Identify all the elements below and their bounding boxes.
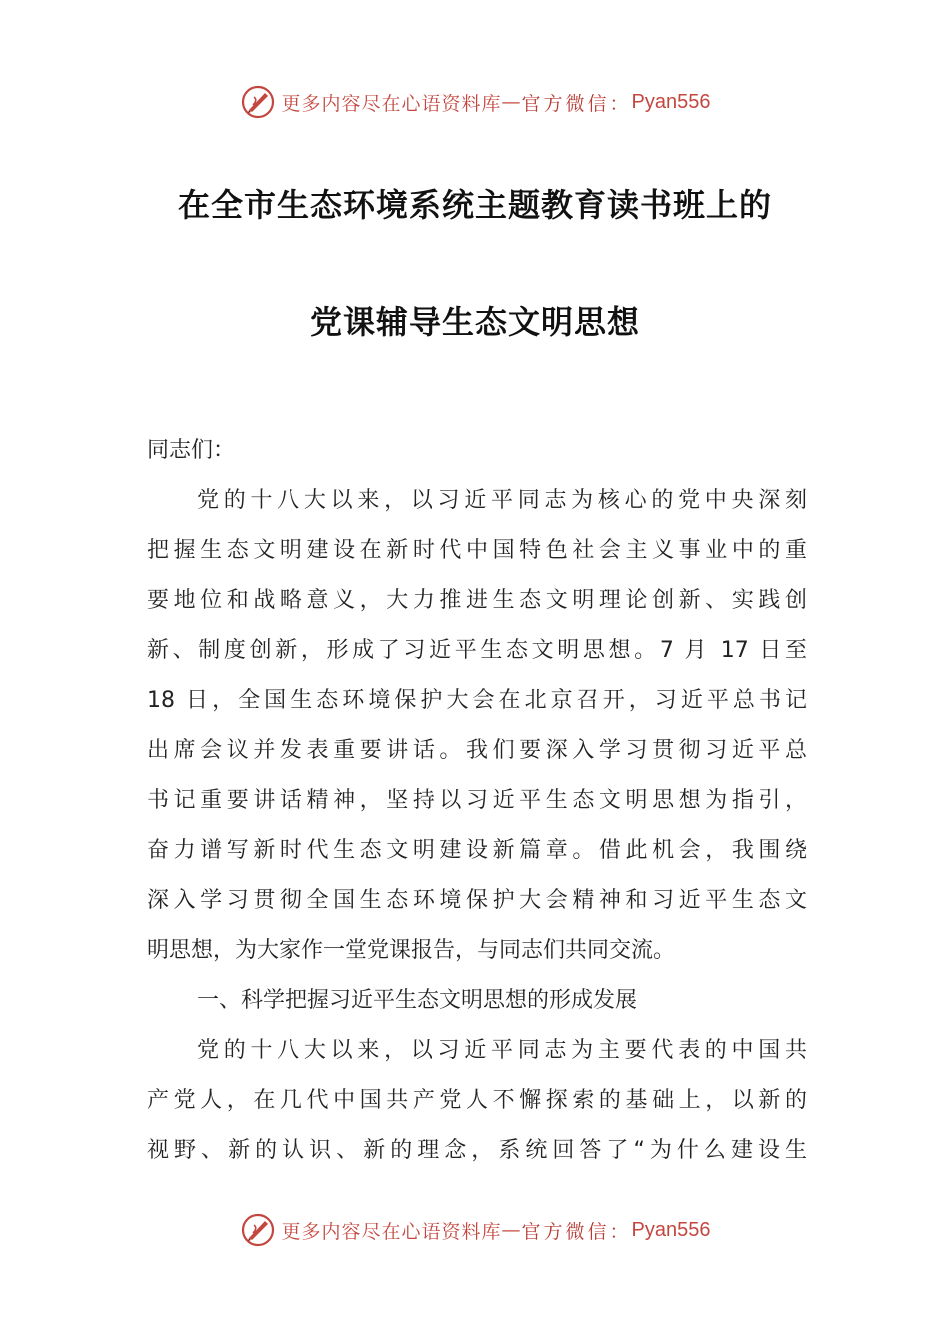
watermark-wechat-label: 官方微信：	[521, 1220, 632, 1243]
body-line: 出席会议并发表重要讲话。我们要深入学习贯彻习近平总	[147, 738, 807, 763]
section-heading: 一、科学把握习近平生态文明思想的形成发展	[197, 988, 638, 1013]
pen-logo-icon	[240, 1212, 276, 1248]
body-line: 把握生态文明建设在新时代中国特色社会主义事业中的重	[147, 538, 807, 563]
watermark-text: 更多内容尽在心语资料库	[281, 92, 502, 115]
body-line: 书记重要讲话精神，坚持以习近平生态文明思想为指引，	[147, 788, 807, 813]
document-title-line-2: 党课辅导生态文明思想	[309, 303, 640, 341]
watermark-wechat-label: 官方微信：	[521, 92, 632, 115]
body-line: 新、制度创新，形成了习近平生态文明思想。7 月 17 日至	[147, 638, 807, 663]
body-line: 党的十八大以来，以习近平同志为主要代表的中国共	[197, 1038, 807, 1063]
watermark-banner-top	[0, 80, 950, 124]
greeting: 同志们：	[147, 438, 236, 463]
watermark-banner-bottom	[0, 1208, 950, 1252]
watermark-dash: —	[501, 1219, 522, 1241]
body-line: 要地位和战略意义，大力推进生态文明理论创新、实践创	[147, 588, 807, 613]
watermark-dash: —	[501, 91, 522, 113]
body-line: 党的十八大以来，以习近平同志为核心的党中央深刻	[197, 488, 807, 513]
document-title-line-1: 在全市生态环境系统主题教育读书班上的	[177, 186, 772, 224]
watermark-account: Pyan556	[631, 90, 711, 113]
pen-logo-icon	[240, 84, 276, 120]
body-line: 产党人，在几代中国共产党人不懈探索的基础上，以新的	[147, 1088, 807, 1113]
watermark-account: Pyan556	[631, 1218, 711, 1241]
watermark-text: 更多内容尽在心语资料库	[281, 1220, 502, 1243]
body-line: 明思想，为大家作一堂党课报告，与同志们共同交流。	[147, 938, 676, 963]
body-line: 18 日，全国生态环境保护大会在北京召开，习近平总书记	[147, 688, 807, 713]
body-line: 奋力谱写新时代生态文明建设新篇章。借此机会，我围绕	[147, 838, 807, 863]
body-line: 深入学习贯彻全国生态环境保护大会精神和习近平生态文	[147, 888, 807, 913]
body-line: 视野、新的认识、新的理念，系统回答了“为什么建设生	[147, 1138, 807, 1163]
